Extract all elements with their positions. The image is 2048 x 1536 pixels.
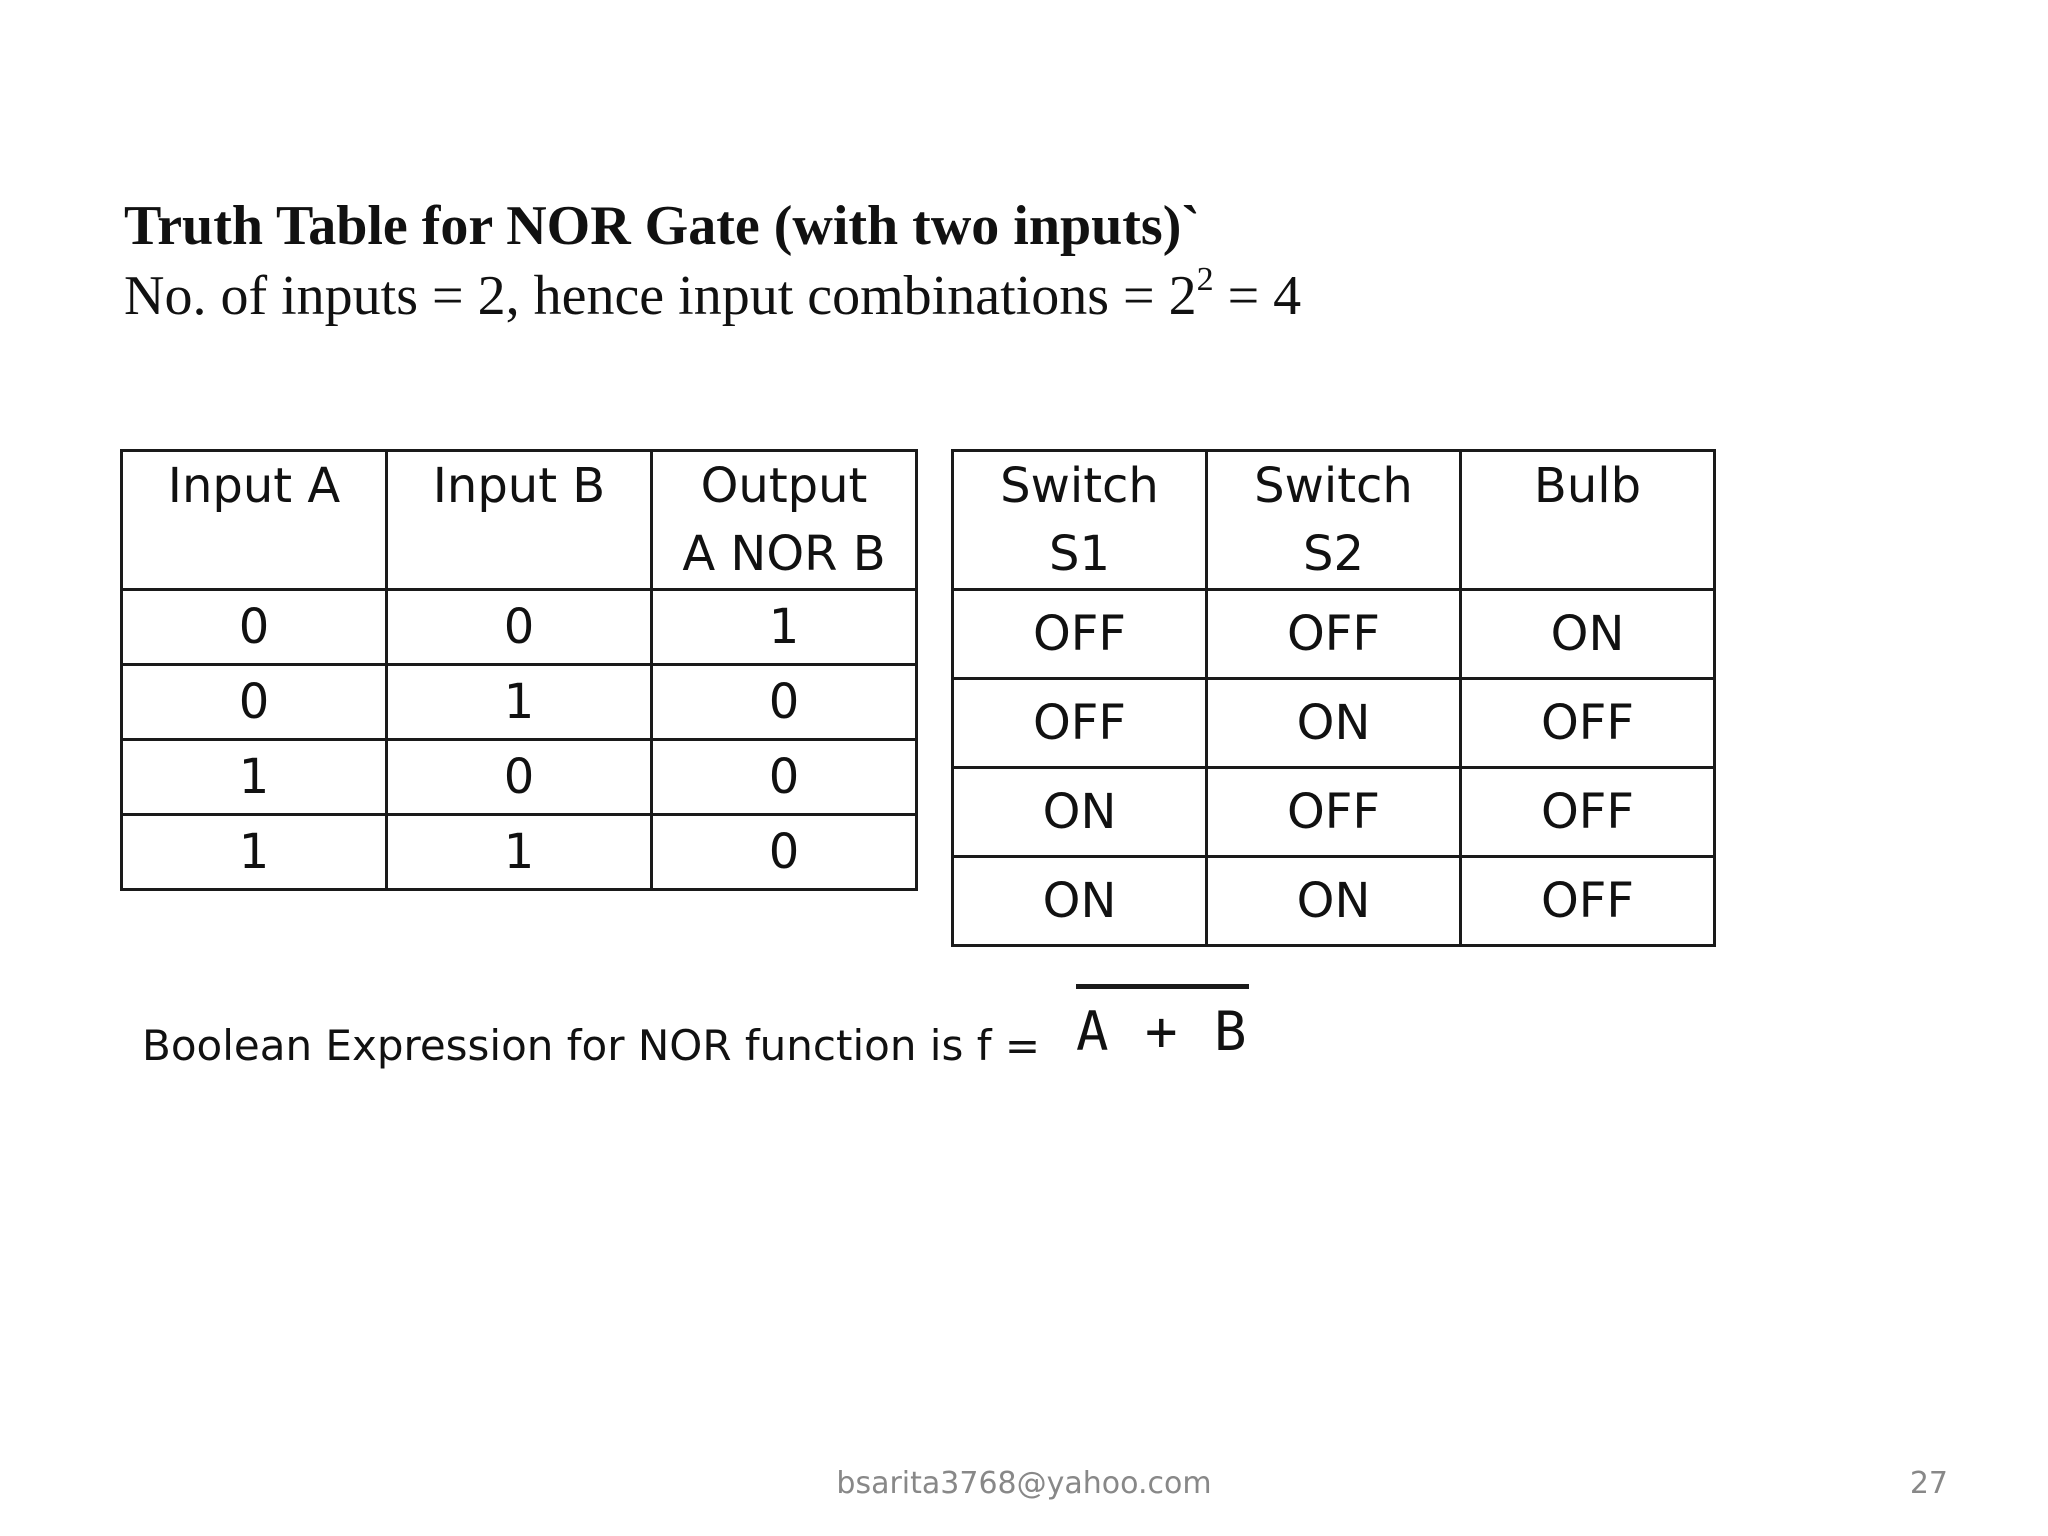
footer-email: bsarita3768@yahoo.com [836, 1466, 1212, 1501]
table-header-row [953, 451, 1715, 590]
cell-switch-s1: ON [953, 768, 1207, 857]
subtitle-exponent: 2 [1196, 261, 1214, 298]
cell-input-b: 1 [387, 815, 652, 890]
page-number: 27 [1909, 1466, 1948, 1501]
cell-input-a: 0 [122, 590, 387, 665]
cell-bulb: OFF [1461, 679, 1715, 768]
cell-input-b: 1 [387, 665, 652, 740]
cell-output: 0 [652, 740, 917, 815]
header-switch-s1: Switch S1 [953, 451, 1207, 590]
cell-switch-s2: ON [1207, 679, 1461, 768]
cell-output: 0 [652, 815, 917, 890]
cell-output: 0 [652, 665, 917, 740]
cell-input-a: 0 [122, 665, 387, 740]
nor-logic-truth-table [120, 449, 918, 891]
cell-output: 1 [652, 590, 917, 665]
cell-switch-s2: ON [1207, 857, 1461, 946]
switch-bulb-table [951, 449, 1716, 947]
table-row [122, 815, 917, 890]
table-header-row [122, 451, 917, 590]
boolean-formula: A + B [1076, 984, 1249, 1079]
cell-input-a: 1 [122, 740, 387, 815]
table-row [122, 740, 917, 815]
table-row [122, 665, 917, 740]
subtitle-result: = 4 [1213, 265, 1302, 327]
table-row [953, 768, 1715, 857]
cell-bulb: OFF [1461, 768, 1715, 857]
cell-switch-s1: ON [953, 857, 1207, 946]
slide-subtitle [124, 262, 1301, 330]
cell-bulb: ON [1461, 590, 1715, 679]
cell-switch-s2: OFF [1207, 590, 1461, 679]
cell-input-b: 0 [387, 740, 652, 815]
table-row [953, 679, 1715, 768]
cell-input-b: 0 [387, 590, 652, 665]
slide-title: Truth Table for NOR Gate (with two inputs)` [124, 195, 1201, 257]
header-switch-s2: Switch S2 [1207, 451, 1461, 590]
table-row [953, 857, 1715, 946]
cell-input-a: 1 [122, 815, 387, 890]
boolean-expression-label: Boolean Expression for NOR function is f = [142, 1021, 1041, 1070]
subtitle-text: No. of inputs = 2, hence input combinations = 2 [124, 265, 1197, 327]
cell-switch-s1: OFF [953, 679, 1207, 768]
header-input-a: Input A [122, 451, 387, 590]
table-row [122, 590, 917, 665]
header-input-b: Input B [387, 451, 652, 590]
table-row [953, 590, 1715, 679]
header-bulb: Bulb [1461, 451, 1715, 590]
cell-bulb: OFF [1461, 857, 1715, 946]
cell-switch-s2: OFF [1207, 768, 1461, 857]
cell-switch-s1: OFF [953, 590, 1207, 679]
header-output: Output A NOR B [652, 451, 917, 590]
